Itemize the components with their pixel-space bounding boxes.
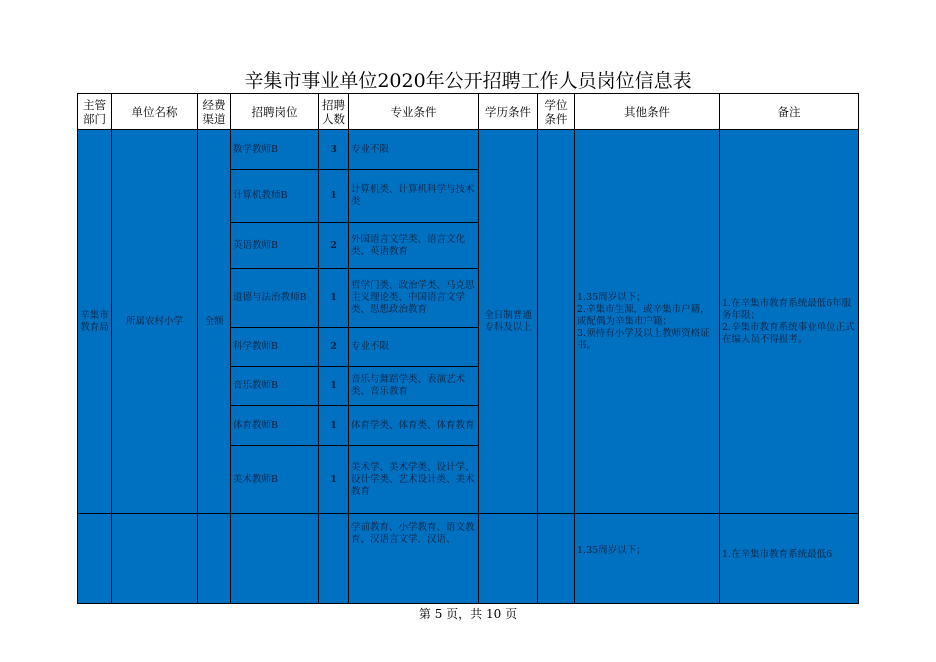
count-cell: 1 [319, 367, 349, 406]
major-cell: 学前教育、小学教育、语文教育、汉语言文学、汉语、 [349, 514, 479, 604]
major-cell: 美术学、美术学类、设计学、设计学类、艺术设计类、美术教育 [349, 446, 479, 514]
count-cell: 1 [319, 446, 349, 514]
header-major: 专业条件 [349, 94, 479, 130]
count-cell: 2 [319, 223, 349, 269]
count-cell [319, 514, 349, 604]
count-cell: 3 [319, 130, 349, 170]
unit-cell [112, 514, 198, 604]
header-education: 学历条件 [479, 94, 538, 130]
job-table [77, 93, 859, 604]
other-cell: 1.35周岁以下； 2.辛集市生源，或辛集市户籍，或配偶为辛集市户籍； 3.须持有小学及以上教师资格证书。 [575, 130, 720, 514]
major-cell: 计算机类、计算机科学与技术类 [349, 170, 479, 223]
degree-cell [538, 514, 575, 604]
header-remark: 备注 [720, 94, 859, 130]
education-cell: 全日制普通专科及以上 [479, 130, 538, 514]
page-footer: 第 5 页，共 10 页 [418, 607, 518, 621]
post-cell: 体育教师B [231, 406, 319, 446]
unit-cell: 所属农村小学 [112, 130, 198, 514]
major-cell: 体育学类、体育类、体育教育 [349, 406, 479, 446]
post-cell: 英语教师B [231, 223, 319, 269]
job-table-viewport [77, 93, 858, 560]
table-row [78, 514, 859, 604]
header-funding: 经费渠道 [198, 94, 231, 130]
post-cell: 音乐教师B [231, 367, 319, 406]
header-unit: 单位名称 [112, 94, 198, 130]
header-degree: 学位条件 [538, 94, 575, 130]
count-cell: 1 [319, 170, 349, 223]
header-count: 招聘人数 [319, 94, 349, 130]
post-cell: 道德与法治教师B [231, 269, 319, 328]
header-dept: 主管部门 [78, 94, 112, 130]
post-cell: 数学教师B [231, 130, 319, 170]
remark-cell: 1.在辛集市教育系统最低6 [720, 514, 859, 604]
other-cell: 1.35周岁以下； [575, 514, 720, 604]
header-other: 其他条件 [575, 94, 720, 130]
major-cell: 哲学门类、政治学类、马克思主义理论类、中国语言文学类、思想政治教育 [349, 269, 479, 328]
funding-cell [198, 514, 231, 604]
dept-cell: 辛集市教育局 [78, 130, 112, 514]
post-cell: 计算机教师B [231, 170, 319, 223]
degree-cell [538, 130, 575, 514]
major-cell: 专业不限 [349, 130, 479, 170]
table-row [78, 130, 859, 170]
funding-cell: 全额 [198, 130, 231, 514]
count-cell: 1 [319, 406, 349, 446]
post-cell: 科学教师B [231, 328, 319, 367]
header-row [78, 94, 859, 130]
dept-cell [78, 514, 112, 604]
post-cell: 美术教师B [231, 446, 319, 514]
major-cell: 专业不限 [349, 328, 479, 367]
header-post: 招聘岗位 [231, 94, 319, 130]
page-title: 辛集市事业单位2020年公开招聘工作人员岗位信息表 [244, 70, 692, 92]
post-cell [231, 514, 319, 604]
major-cell: 音乐与舞蹈学类、表演艺术类、音乐教育 [349, 367, 479, 406]
major-cell: 外国语言文学类、语言文化类、英语教育 [349, 223, 479, 269]
count-cell: 2 [319, 328, 349, 367]
remark-cell: 1.在辛集市教育系统最低6年服务年限； 2.辛集市教育系统事业单位正式在编人员不得报考。 [720, 130, 859, 514]
education-cell [479, 514, 538, 604]
count-cell: 1 [319, 269, 349, 328]
